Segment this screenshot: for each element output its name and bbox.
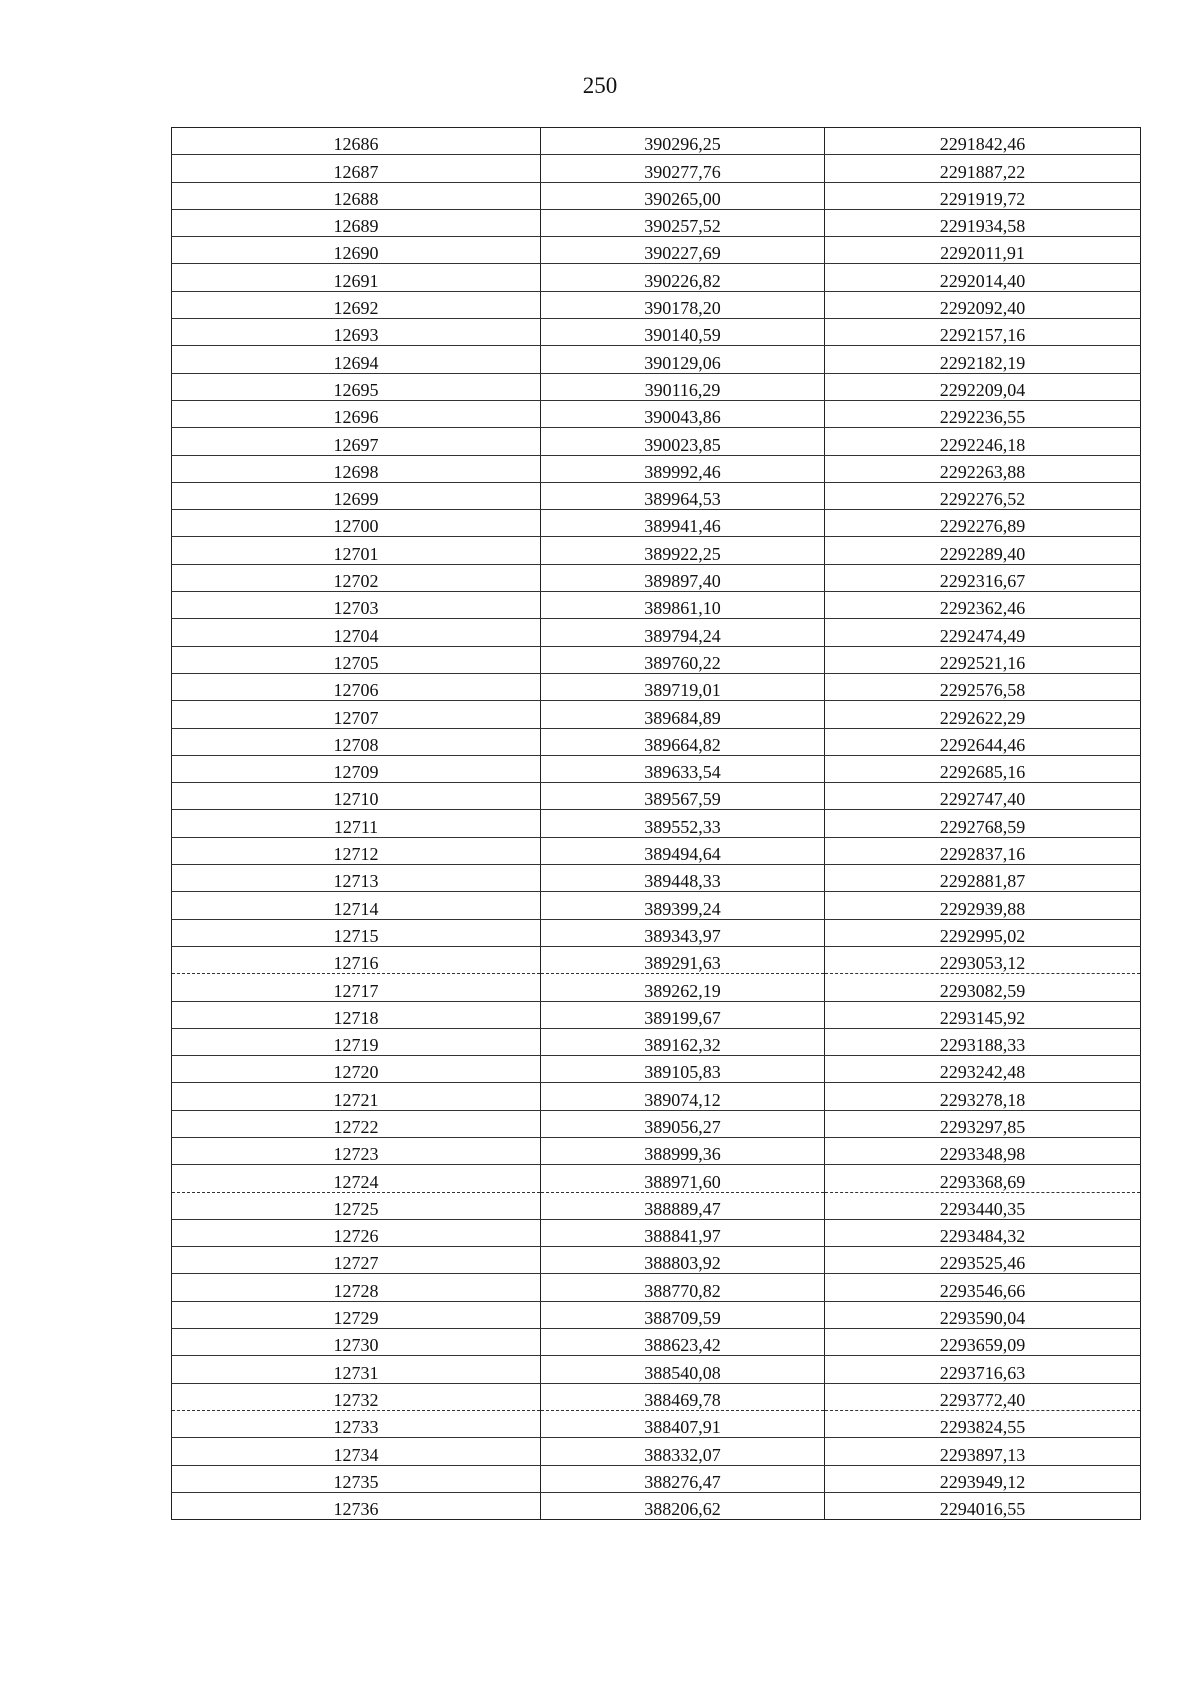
x-coordinate-cell: 389567,59 xyxy=(541,783,825,810)
x-coordinate-cell: 389162,32 xyxy=(541,1028,825,1055)
y-coordinate-cell: 2293484,32 xyxy=(825,1219,1141,1246)
table-row xyxy=(172,673,1141,700)
point-number-cell: 12735 xyxy=(172,1465,541,1492)
y-coordinate-cell: 2292289,40 xyxy=(825,537,1141,564)
table-row xyxy=(172,1247,1141,1274)
page-number: 250 xyxy=(582,73,618,98)
table-row xyxy=(172,1356,1141,1383)
y-coordinate-cell: 2292881,87 xyxy=(825,865,1141,892)
point-number-cell: 12702 xyxy=(172,564,541,591)
x-coordinate-cell: 390227,69 xyxy=(541,237,825,264)
point-number-cell: 12714 xyxy=(172,892,541,919)
y-coordinate-cell: 2292316,67 xyxy=(825,564,1141,591)
table-row xyxy=(172,428,1141,455)
x-coordinate-cell: 389074,12 xyxy=(541,1083,825,1110)
y-coordinate-cell: 2293242,48 xyxy=(825,1056,1141,1083)
y-coordinate-cell: 2291934,58 xyxy=(825,209,1141,236)
x-coordinate-cell: 388841,97 xyxy=(541,1219,825,1246)
x-coordinate-cell: 388623,42 xyxy=(541,1329,825,1356)
x-coordinate-cell: 388709,59 xyxy=(541,1301,825,1328)
y-coordinate-cell: 2292622,29 xyxy=(825,701,1141,728)
point-number-cell: 12732 xyxy=(172,1383,541,1410)
y-coordinate-cell: 2293053,12 xyxy=(825,946,1141,973)
y-coordinate-cell: 2293188,33 xyxy=(825,1028,1141,1055)
x-coordinate-cell: 389262,19 xyxy=(541,974,825,1001)
x-coordinate-cell: 389684,89 xyxy=(541,701,825,728)
y-coordinate-cell: 2293082,59 xyxy=(825,974,1141,1001)
y-coordinate-cell: 2292362,46 xyxy=(825,592,1141,619)
table-row xyxy=(172,946,1141,973)
point-number-cell: 12705 xyxy=(172,646,541,673)
point-number-cell: 12730 xyxy=(172,1329,541,1356)
point-number-cell: 12707 xyxy=(172,701,541,728)
point-number-cell: 12708 xyxy=(172,728,541,755)
table-row xyxy=(172,237,1141,264)
y-coordinate-cell: 2291887,22 xyxy=(825,155,1141,182)
x-coordinate-cell: 389105,83 xyxy=(541,1056,825,1083)
x-coordinate-cell: 389794,24 xyxy=(541,619,825,646)
point-number-cell: 12716 xyxy=(172,946,541,973)
table-row xyxy=(172,155,1141,182)
y-coordinate-cell: 2292011,91 xyxy=(825,237,1141,264)
y-coordinate-cell: 2292246,18 xyxy=(825,428,1141,455)
y-coordinate-cell: 2292209,04 xyxy=(825,373,1141,400)
point-number-cell: 12697 xyxy=(172,428,541,455)
x-coordinate-cell: 388999,36 xyxy=(541,1137,825,1164)
y-coordinate-cell: 2291919,72 xyxy=(825,182,1141,209)
table-row xyxy=(172,783,1141,810)
coordinates-table xyxy=(171,127,1141,1520)
table-row xyxy=(172,1110,1141,1137)
y-coordinate-cell: 2292995,02 xyxy=(825,919,1141,946)
table-row xyxy=(172,1137,1141,1164)
x-coordinate-cell: 389897,40 xyxy=(541,564,825,591)
x-coordinate-cell: 388540,08 xyxy=(541,1356,825,1383)
point-number-cell: 12711 xyxy=(172,810,541,837)
y-coordinate-cell: 2292939,88 xyxy=(825,892,1141,919)
y-coordinate-cell: 2292644,46 xyxy=(825,728,1141,755)
x-coordinate-cell: 388770,82 xyxy=(541,1274,825,1301)
y-coordinate-cell: 2293348,98 xyxy=(825,1137,1141,1164)
y-coordinate-cell: 2292276,52 xyxy=(825,482,1141,509)
x-coordinate-cell: 389056,27 xyxy=(541,1110,825,1137)
table-row xyxy=(172,373,1141,400)
table-row xyxy=(172,1192,1141,1219)
table-row xyxy=(172,1438,1141,1465)
table-row xyxy=(172,1001,1141,1028)
y-coordinate-cell: 2292236,55 xyxy=(825,400,1141,427)
x-coordinate-cell: 389992,46 xyxy=(541,455,825,482)
point-number-cell: 12723 xyxy=(172,1137,541,1164)
x-coordinate-cell: 390226,82 xyxy=(541,264,825,291)
table-row xyxy=(172,1492,1141,1519)
point-number-cell: 12706 xyxy=(172,673,541,700)
x-coordinate-cell: 390129,06 xyxy=(541,346,825,373)
x-coordinate-cell: 390116,29 xyxy=(541,373,825,400)
table-row xyxy=(172,510,1141,537)
y-coordinate-cell: 2293525,46 xyxy=(825,1247,1141,1274)
point-number-cell: 12720 xyxy=(172,1056,541,1083)
table-row xyxy=(172,701,1141,728)
y-coordinate-cell: 2293368,69 xyxy=(825,1165,1141,1192)
table-row xyxy=(172,592,1141,619)
x-coordinate-cell: 390023,85 xyxy=(541,428,825,455)
x-coordinate-cell: 389448,33 xyxy=(541,865,825,892)
y-coordinate-cell: 2293716,63 xyxy=(825,1356,1141,1383)
point-number-cell: 12704 xyxy=(172,619,541,646)
point-number-cell: 12728 xyxy=(172,1274,541,1301)
point-number-cell: 12688 xyxy=(172,182,541,209)
y-coordinate-cell: 2292768,59 xyxy=(825,810,1141,837)
x-coordinate-cell: 389922,25 xyxy=(541,537,825,564)
point-number-cell: 12696 xyxy=(172,400,541,427)
x-coordinate-cell: 388407,91 xyxy=(541,1410,825,1437)
table-row xyxy=(172,564,1141,591)
y-coordinate-cell: 2292182,19 xyxy=(825,346,1141,373)
point-number-cell: 12695 xyxy=(172,373,541,400)
x-coordinate-cell: 388469,78 xyxy=(541,1383,825,1410)
point-number-cell: 12726 xyxy=(172,1219,541,1246)
x-coordinate-cell: 390296,25 xyxy=(541,128,825,155)
table-row xyxy=(172,728,1141,755)
x-coordinate-cell: 390140,59 xyxy=(541,319,825,346)
x-coordinate-cell: 389941,46 xyxy=(541,510,825,537)
point-number-cell: 12729 xyxy=(172,1301,541,1328)
table-row xyxy=(172,837,1141,864)
point-number-cell: 12698 xyxy=(172,455,541,482)
x-coordinate-cell: 389719,01 xyxy=(541,673,825,700)
y-coordinate-cell: 2293440,35 xyxy=(825,1192,1141,1219)
y-coordinate-cell: 2291842,46 xyxy=(825,128,1141,155)
x-coordinate-cell: 389494,64 xyxy=(541,837,825,864)
x-coordinate-cell: 388803,92 xyxy=(541,1247,825,1274)
table-row xyxy=(172,755,1141,782)
table-row xyxy=(172,919,1141,946)
point-number-cell: 12731 xyxy=(172,1356,541,1383)
table-row xyxy=(172,1028,1141,1055)
y-coordinate-cell: 2293297,85 xyxy=(825,1110,1141,1137)
table-row xyxy=(172,1219,1141,1246)
point-number-cell: 12694 xyxy=(172,346,541,373)
table-row xyxy=(172,1301,1141,1328)
point-number-cell: 12692 xyxy=(172,291,541,318)
point-number-cell: 12712 xyxy=(172,837,541,864)
point-number-cell: 12700 xyxy=(172,510,541,537)
point-number-cell: 12724 xyxy=(172,1165,541,1192)
x-coordinate-cell: 389633,54 xyxy=(541,755,825,782)
point-number-cell: 12715 xyxy=(172,919,541,946)
y-coordinate-cell: 2292092,40 xyxy=(825,291,1141,318)
x-coordinate-cell: 389552,33 xyxy=(541,810,825,837)
table-row xyxy=(172,865,1141,892)
x-coordinate-cell: 390277,76 xyxy=(541,155,825,182)
y-coordinate-cell: 2292685,16 xyxy=(825,755,1141,782)
x-coordinate-cell: 389760,22 xyxy=(541,646,825,673)
point-number-cell: 12718 xyxy=(172,1001,541,1028)
table-row xyxy=(172,482,1141,509)
point-number-cell: 12727 xyxy=(172,1247,541,1274)
table-row xyxy=(172,1056,1141,1083)
table-row xyxy=(172,537,1141,564)
point-number-cell: 12734 xyxy=(172,1438,541,1465)
table-row xyxy=(172,892,1141,919)
y-coordinate-cell: 2293897,13 xyxy=(825,1438,1141,1465)
point-number-cell: 12717 xyxy=(172,974,541,1001)
table-row xyxy=(172,619,1141,646)
x-coordinate-cell: 389664,82 xyxy=(541,728,825,755)
y-coordinate-cell: 2293772,40 xyxy=(825,1383,1141,1410)
y-coordinate-cell: 2293278,18 xyxy=(825,1083,1141,1110)
x-coordinate-cell: 390043,86 xyxy=(541,400,825,427)
table-row xyxy=(172,182,1141,209)
point-number-cell: 12690 xyxy=(172,237,541,264)
point-number-cell: 12693 xyxy=(172,319,541,346)
point-number-cell: 12689 xyxy=(172,209,541,236)
x-coordinate-cell: 388889,47 xyxy=(541,1192,825,1219)
y-coordinate-cell: 2292014,40 xyxy=(825,264,1141,291)
y-coordinate-cell: 2292276,89 xyxy=(825,510,1141,537)
y-coordinate-cell: 2293659,09 xyxy=(825,1329,1141,1356)
table-row xyxy=(172,1410,1141,1437)
table-row xyxy=(172,319,1141,346)
point-number-cell: 12713 xyxy=(172,865,541,892)
point-number-cell: 12709 xyxy=(172,755,541,782)
point-number-cell: 12687 xyxy=(172,155,541,182)
table-row xyxy=(172,1083,1141,1110)
table-row xyxy=(172,1165,1141,1192)
table-row xyxy=(172,810,1141,837)
x-coordinate-cell: 389343,97 xyxy=(541,919,825,946)
y-coordinate-cell: 2293590,04 xyxy=(825,1301,1141,1328)
table-row xyxy=(172,974,1141,1001)
x-coordinate-cell: 389399,24 xyxy=(541,892,825,919)
point-number-cell: 12686 xyxy=(172,128,541,155)
table-row xyxy=(172,1274,1141,1301)
table-row xyxy=(172,1383,1141,1410)
x-coordinate-cell: 390178,20 xyxy=(541,291,825,318)
y-coordinate-cell: 2292157,16 xyxy=(825,319,1141,346)
table-row xyxy=(172,291,1141,318)
point-number-cell: 12722 xyxy=(172,1110,541,1137)
point-number-cell: 12733 xyxy=(172,1410,541,1437)
x-coordinate-cell: 388971,60 xyxy=(541,1165,825,1192)
table-row xyxy=(172,264,1141,291)
y-coordinate-cell: 2293949,12 xyxy=(825,1465,1141,1492)
y-coordinate-cell: 2294016,55 xyxy=(825,1492,1141,1519)
point-number-cell: 12725 xyxy=(172,1192,541,1219)
y-coordinate-cell: 2292263,88 xyxy=(825,455,1141,482)
table-row xyxy=(172,1329,1141,1356)
point-number-cell: 12719 xyxy=(172,1028,541,1055)
x-coordinate-cell: 389291,63 xyxy=(541,946,825,973)
y-coordinate-cell: 2293546,66 xyxy=(825,1274,1141,1301)
point-number-cell: 12736 xyxy=(172,1492,541,1519)
x-coordinate-cell: 390265,00 xyxy=(541,182,825,209)
table-row xyxy=(172,128,1141,155)
y-coordinate-cell: 2293824,55 xyxy=(825,1410,1141,1437)
y-coordinate-cell: 2292474,49 xyxy=(825,619,1141,646)
y-coordinate-cell: 2292576,58 xyxy=(825,673,1141,700)
x-coordinate-cell: 389199,67 xyxy=(541,1001,825,1028)
x-coordinate-cell: 388332,07 xyxy=(541,1438,825,1465)
point-number-cell: 12710 xyxy=(172,783,541,810)
table-row xyxy=(172,209,1141,236)
x-coordinate-cell: 389861,10 xyxy=(541,592,825,619)
x-coordinate-cell: 388206,62 xyxy=(541,1492,825,1519)
x-coordinate-cell: 388276,47 xyxy=(541,1465,825,1492)
x-coordinate-cell: 390257,52 xyxy=(541,209,825,236)
point-number-cell: 12721 xyxy=(172,1083,541,1110)
table-row xyxy=(172,1465,1141,1492)
point-number-cell: 12691 xyxy=(172,264,541,291)
point-number-cell: 12699 xyxy=(172,482,541,509)
point-number-cell: 12703 xyxy=(172,592,541,619)
y-coordinate-cell: 2292747,40 xyxy=(825,783,1141,810)
table-row xyxy=(172,455,1141,482)
y-coordinate-cell: 2292837,16 xyxy=(825,837,1141,864)
table-row xyxy=(172,400,1141,427)
table-row xyxy=(172,646,1141,673)
table-row xyxy=(172,346,1141,373)
y-coordinate-cell: 2293145,92 xyxy=(825,1001,1141,1028)
y-coordinate-cell: 2292521,16 xyxy=(825,646,1141,673)
table-body xyxy=(172,128,1141,1520)
x-coordinate-cell: 389964,53 xyxy=(541,482,825,509)
point-number-cell: 12701 xyxy=(172,537,541,564)
